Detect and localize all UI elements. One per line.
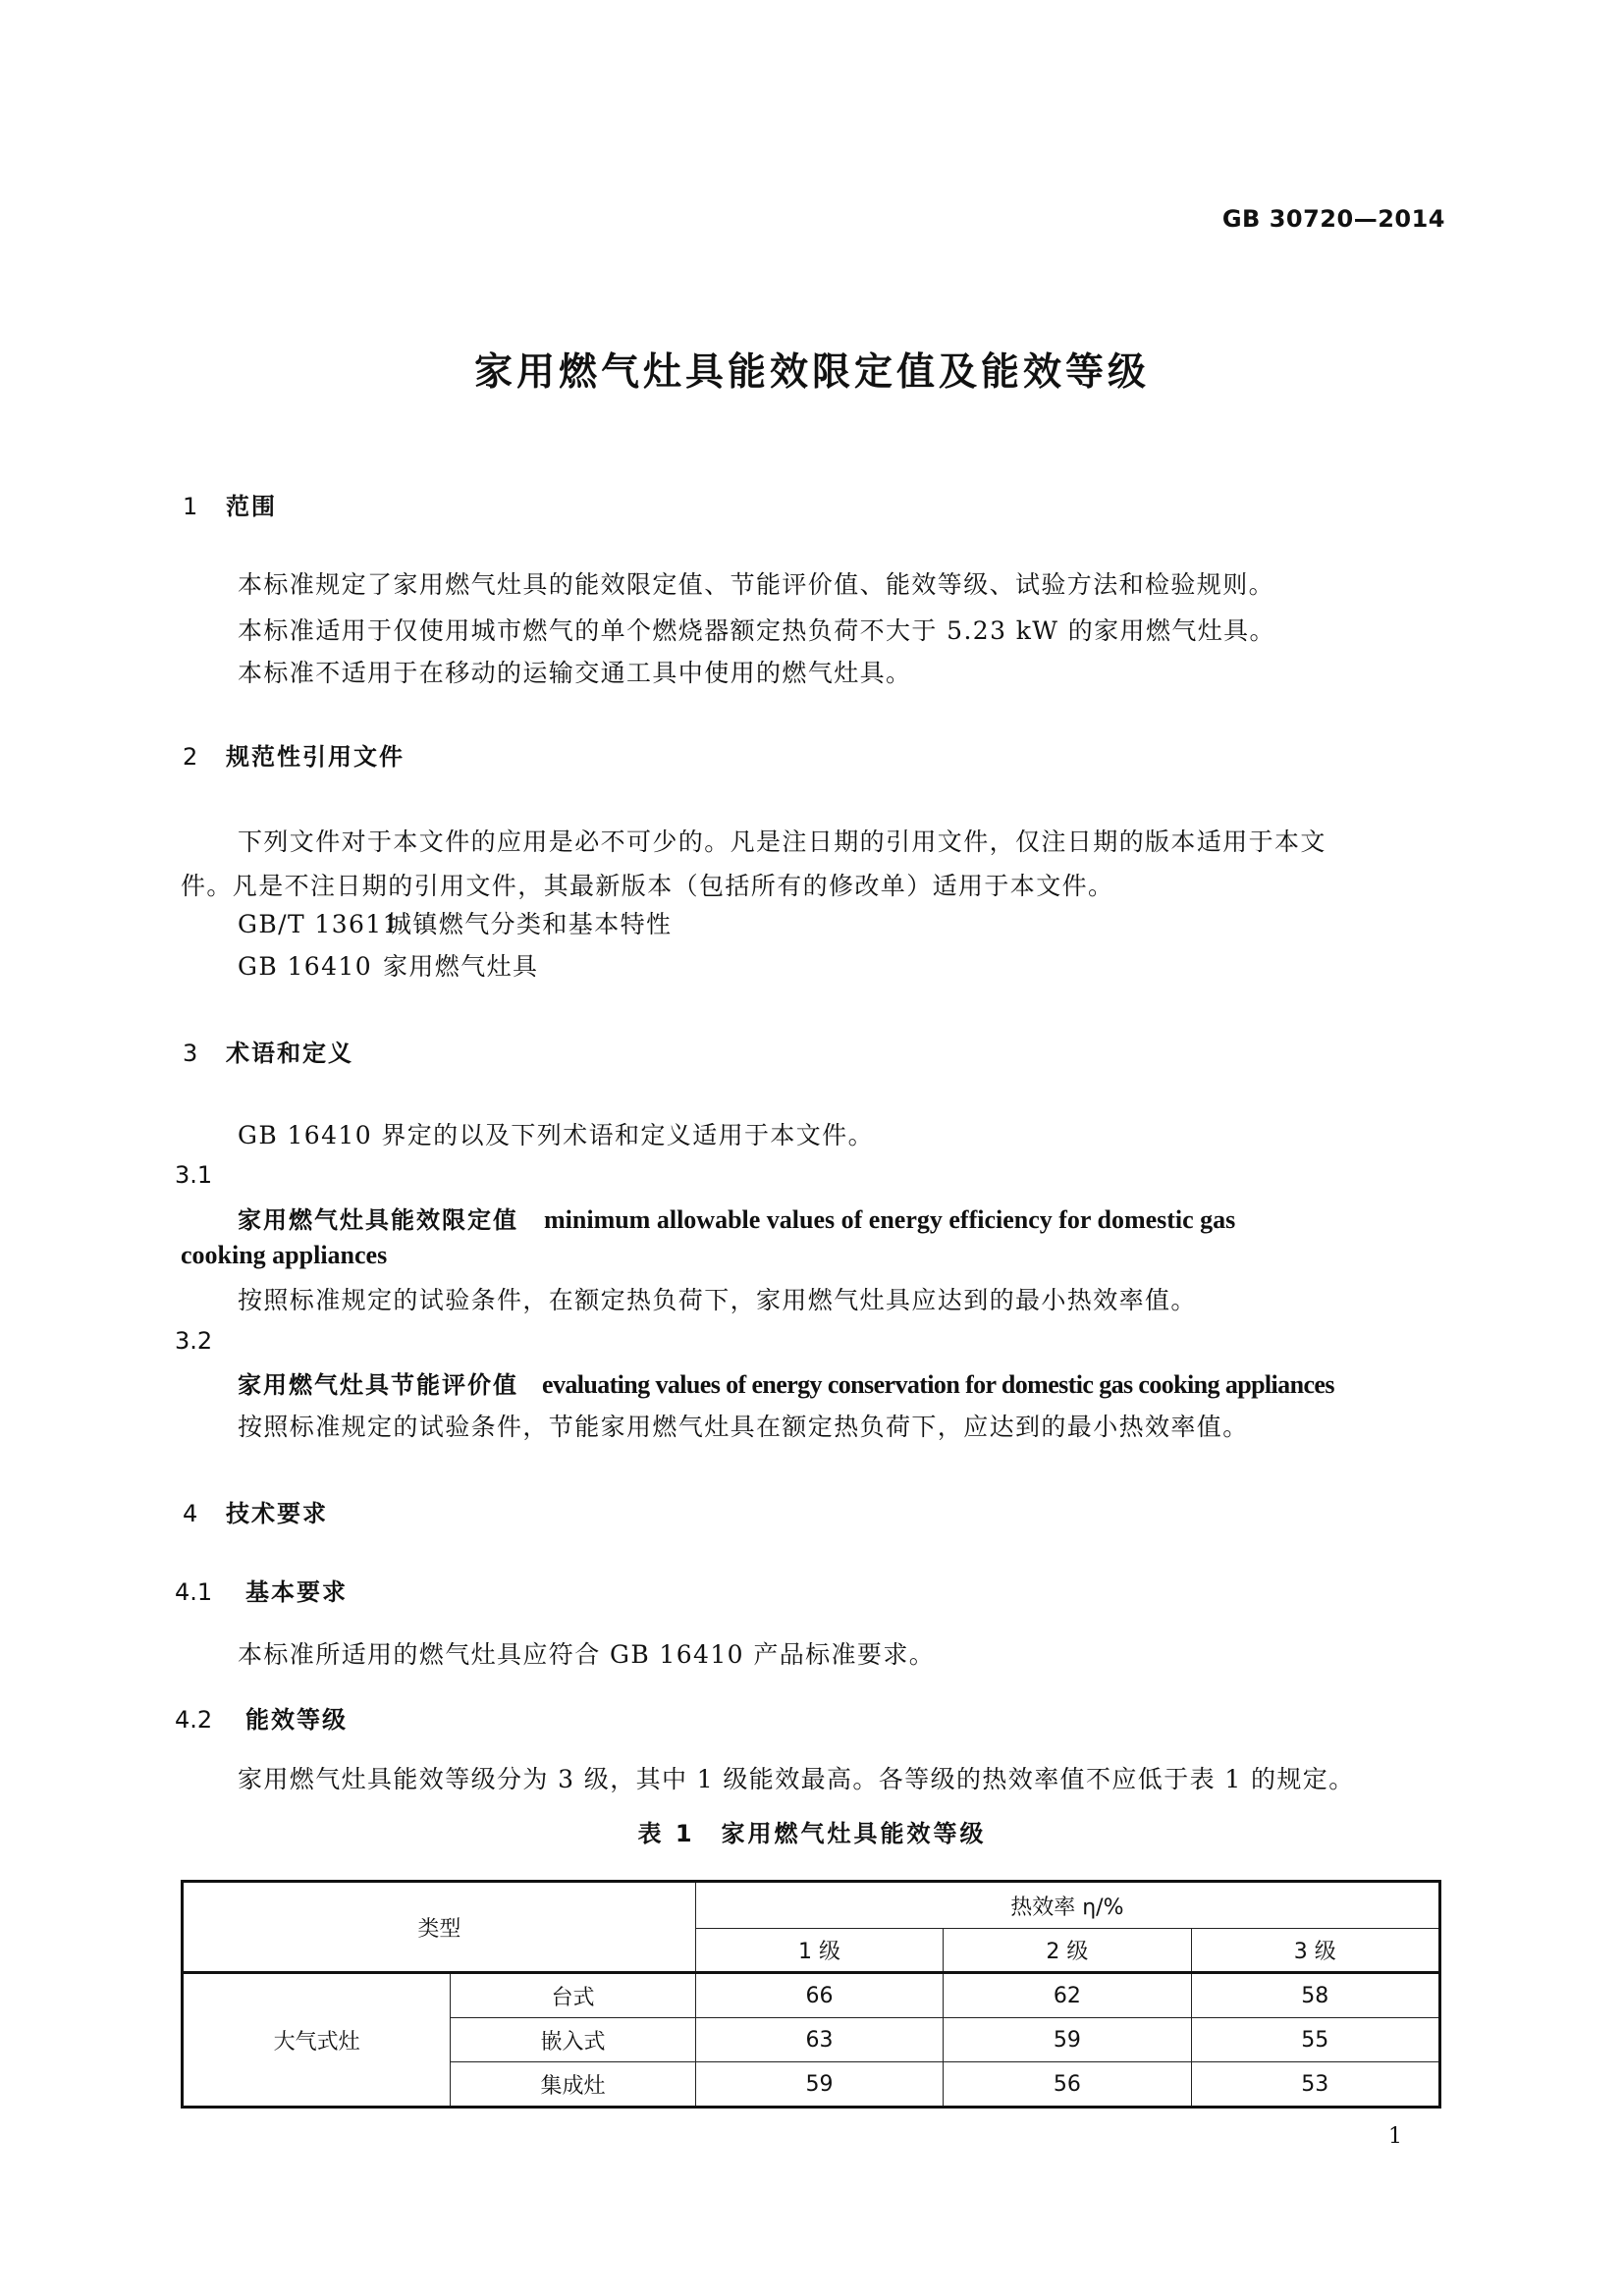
value-cell: 56: [944, 2062, 1191, 2108]
paragraph: 下列文件对于本文件的应用是必不可少的。凡是注日期的引用文件，仅注日期的版本适用于本文: [238, 828, 1326, 856]
header-grade: 3 级: [1191, 1929, 1439, 1973]
subsection-4-1-heading: [175, 1573, 348, 1607]
term-heading: [238, 1201, 1235, 1235]
table-caption: 表 1 家用燃气灶具能效等级: [637, 1820, 987, 1847]
subsection-number: 4.1: [175, 1578, 213, 1606]
section-number: 3: [183, 1040, 198, 1067]
section-3-heading: [183, 1034, 353, 1068]
value-cell: 63: [695, 2018, 943, 2062]
paragraph: 本标准规定了家用燃气灶具的能效限定值、节能评价值、能效等级、试验方法和检验规则。: [238, 570, 1275, 599]
paragraph: 本标准适用于仅使用城市燃气的单个燃烧器额定热负荷不大于 5.23 kW 的家用燃气灶具。: [238, 616, 1275, 645]
term-heading: [238, 1365, 1334, 1400]
value-cell: 62: [944, 1973, 1191, 2018]
section-4-heading: [183, 1494, 328, 1528]
term-english: minimum allowable values of energy efficiency for domestic gas: [544, 1205, 1236, 1234]
type-cell: 嵌入式: [451, 2018, 695, 2062]
term-english-continuation: cooking appliances: [181, 1241, 388, 1269]
term-definition: 按照标准规定的试验条件，在额定热负荷下，家用燃气灶具应达到的最小热效率值。: [238, 1286, 1197, 1314]
term-english: evaluating values of energy conservation for domestic gas cooking appliances: [542, 1370, 1334, 1399]
header-type: 类型: [183, 1882, 696, 1973]
standard-number: GB 30720—2014: [1221, 205, 1445, 233]
section-title: 范围: [226, 493, 277, 520]
section-title: 术语和定义: [226, 1040, 353, 1067]
paragraph: 本标准不适用于在移动的运输交通工具中使用的燃气灶具。: [238, 659, 912, 687]
section-number: 4: [183, 1500, 198, 1527]
value-cell: 58: [1191, 1973, 1439, 2018]
efficiency-grade-table: [181, 1880, 1441, 2109]
value-cell: 55: [1191, 2018, 1439, 2062]
table-header-row: [183, 1882, 1440, 1929]
section-1-heading: [183, 487, 277, 521]
term-chinese: 家用燃气灶具能效限定值: [238, 1206, 518, 1234]
value-cell: 53: [1191, 2062, 1439, 2108]
header-grade: 1 级: [695, 1929, 943, 1973]
section-2-heading: [183, 737, 405, 772]
header-thermal-efficiency: 热效率 η/%: [695, 1882, 1439, 1929]
section-title: 技术要求: [226, 1500, 328, 1527]
reference-item: [238, 947, 538, 983]
group-cell: 大气式灶: [183, 1973, 451, 2108]
subsection-4-2-heading: [175, 1700, 348, 1735]
table-row: [183, 1973, 1440, 2018]
page-number: 1: [1388, 2124, 1402, 2149]
value-cell: 59: [695, 2062, 943, 2108]
section-title: 规范性引用文件: [226, 743, 405, 771]
paragraph-continuation: 件。凡是不注日期的引用文件，其最新版本（包括所有的修改单）适用于本文件。: [181, 872, 1114, 900]
document-title: 家用燃气灶具能效限定值及能效等级: [473, 350, 1150, 395]
section-number: 1: [183, 493, 198, 520]
type-cell: 集成灶: [451, 2062, 695, 2108]
section-number: 2: [183, 743, 198, 771]
paragraph: GB 16410 界定的以及下列术语和定义适用于本文件。: [238, 1121, 874, 1149]
value-cell: 59: [944, 2018, 1191, 2062]
term-definition: 按照标准规定的试验条件，节能家用燃气灶具在额定热负荷下，应达到的最小热效率值。: [238, 1413, 1249, 1441]
header-grade: 2 级: [944, 1929, 1191, 1973]
clause-number: 3.2: [175, 1327, 213, 1355]
reference-title: 城镇燃气分类和基本特性: [387, 910, 673, 938]
clause-number: 3.1: [175, 1161, 213, 1189]
type-cell: 台式: [451, 1973, 695, 2018]
subsection-number: 4.2: [175, 1706, 213, 1734]
reference-title: 家用燃气灶具: [383, 952, 539, 981]
reference-code: GB/T 13611: [238, 910, 400, 938]
subsection-title: 能效等级: [245, 1706, 348, 1734]
reference-item: [238, 905, 672, 940]
value-cell: 66: [695, 1973, 943, 2018]
paragraph: 家用燃气灶具能效等级分为 3 级，其中 1 级能效最高。各等级的热效率值不应低于表 1 的规定。: [238, 1765, 1355, 1793]
reference-code: GB 16410: [238, 952, 373, 981]
paragraph: 本标准所适用的燃气灶具应符合 GB 16410 产品标准要求。: [238, 1640, 936, 1669]
term-chinese: 家用燃气灶具节能评价值: [238, 1371, 518, 1399]
subsection-title: 基本要求: [245, 1578, 348, 1606]
